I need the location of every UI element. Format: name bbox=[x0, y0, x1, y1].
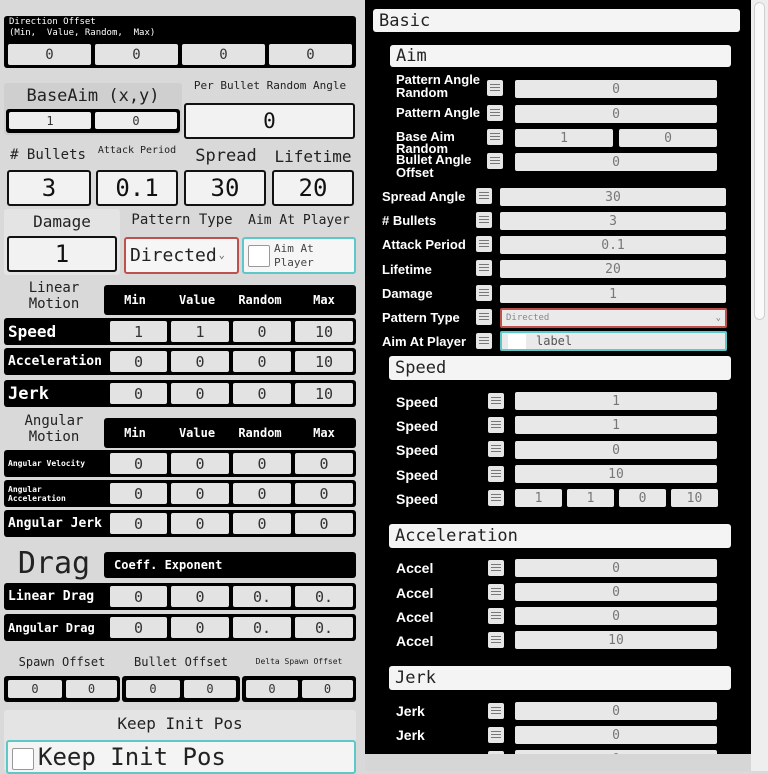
speed-combined-max[interactable]: 10 bbox=[671, 489, 718, 507]
linear-header-min: Min bbox=[124, 293, 146, 307]
list-icon[interactable] bbox=[487, 80, 503, 96]
aim-at-player-label: Aim At Player bbox=[248, 212, 350, 228]
list-icon[interactable] bbox=[488, 703, 504, 719]
direction-offset-subtitle: (Min, Value, Random, Max) bbox=[9, 28, 156, 38]
list-icon[interactable] bbox=[476, 333, 492, 349]
bullet-offset-x[interactable]: 0 bbox=[126, 680, 180, 698]
angular-header-max: Max bbox=[313, 426, 335, 440]
angular-velocity-label: Angular Velocity bbox=[8, 459, 86, 468]
damage-label: Damage bbox=[33, 211, 91, 231]
pattern-type-value-r: Directed bbox=[506, 313, 550, 323]
speed-label-4: Speed bbox=[396, 467, 439, 483]
bullet-angle-offset-label: Bullet Angle Offset bbox=[396, 152, 472, 180]
linear-drag-coeff-2[interactable]: 0 bbox=[171, 586, 229, 607]
angular-velocity-value[interactable]: 0 bbox=[171, 453, 229, 474]
accel-input-4[interactable]: 10 bbox=[515, 631, 717, 649]
speed-label-3: Speed bbox=[396, 442, 439, 458]
linear-header-random: Random bbox=[238, 293, 282, 307]
base-aim-y[interactable]: 0 bbox=[95, 112, 177, 129]
chevron-down-icon: ⌄ bbox=[715, 313, 721, 323]
linear-drag-label: Linear Drag bbox=[8, 589, 95, 604]
acceleration-row-label: Acceleration bbox=[8, 354, 102, 369]
list-icon[interactable] bbox=[488, 417, 504, 433]
speed-combined-random[interactable]: 0 bbox=[619, 489, 666, 507]
pattern-type-value: Directed bbox=[130, 245, 217, 266]
right-panel bbox=[365, 0, 751, 754]
bullet-angle-offset-input[interactable]: 0 bbox=[515, 153, 717, 171]
aim-at-player-toggle-r[interactable] bbox=[500, 331, 727, 351]
speed-input-1[interactable]: 1 bbox=[515, 392, 717, 410]
delta-spawn-offset-x[interactable]: 0 bbox=[246, 680, 298, 698]
aim-at-player-checkbox[interactable] bbox=[248, 245, 270, 267]
basic-section-header[interactable]: Basic bbox=[373, 9, 740, 32]
bullets-label: # Bullets bbox=[10, 147, 86, 163]
speed-label-2: Speed bbox=[396, 418, 439, 434]
angular-velocity-max[interactable]: 0 bbox=[295, 453, 353, 474]
jerk-label-2: Jerk bbox=[396, 727, 425, 743]
jerk-min[interactable]: 0 bbox=[110, 383, 167, 404]
direction-offset-value[interactable]: 0 bbox=[95, 44, 178, 65]
lifetime-label: Lifetime bbox=[274, 146, 352, 166]
attack-period-label-r: Attack Period bbox=[382, 237, 466, 252]
damage-label-r: Damage bbox=[382, 286, 433, 301]
drag-header-label: Coeff. Exponent bbox=[114, 558, 223, 572]
keep-init-pos-toggle[interactable] bbox=[6, 740, 356, 774]
speed-input-4[interactable]: 10 bbox=[515, 465, 717, 483]
linear-header-max: Max bbox=[313, 293, 335, 307]
list-icon[interactable] bbox=[488, 466, 504, 482]
angular-drag-coeff-1[interactable]: 0 bbox=[110, 617, 167, 638]
spawn-offset-label: Spawn Offset bbox=[18, 655, 106, 669]
delta-spawn-offset-y[interactable]: 0 bbox=[302, 680, 353, 698]
speed-row-label: Speed bbox=[8, 322, 57, 341]
base-aim-label: BaseAim (x,y) bbox=[26, 86, 160, 106]
per-bullet-random-angle-label: Per Bullet Random Angle bbox=[193, 78, 347, 92]
jerk-input-1[interactable]: 0 bbox=[515, 702, 717, 720]
attack-period-input[interactable]: 0.1 bbox=[96, 170, 178, 206]
angular-acceleration-label: Angular Acceleration bbox=[8, 484, 66, 503]
keep-init-pos-checkbox-label: Keep Init Pos bbox=[38, 743, 226, 771]
attack-period-input-r[interactable]: 0.1 bbox=[500, 236, 726, 254]
jerk-max[interactable]: 10 bbox=[295, 383, 353, 404]
jerk-label-1: Jerk bbox=[396, 703, 425, 719]
spread-input[interactable]: 30 bbox=[184, 170, 266, 206]
acceleration-random[interactable]: 0 bbox=[233, 351, 291, 372]
accel-label-4: Accel bbox=[396, 633, 434, 649]
list-icon[interactable] bbox=[476, 260, 492, 276]
attack-period-label: Attack Period bbox=[97, 144, 177, 156]
spread-angle-input[interactable]: 30 bbox=[500, 188, 726, 206]
speed-label-1: Speed bbox=[396, 394, 439, 410]
direction-offset-random[interactable]: 0 bbox=[182, 44, 265, 65]
angular-motion-title: Angular Motion bbox=[24, 413, 84, 445]
angular-header-value: Value bbox=[178, 426, 216, 440]
list-icon[interactable] bbox=[476, 188, 492, 204]
angular-header-random: Random bbox=[238, 426, 282, 440]
acceleration-min[interactable]: 0 bbox=[110, 351, 167, 372]
jerk-row-label: Jerk bbox=[8, 383, 49, 404]
angular-acceleration-min[interactable]: 0 bbox=[110, 483, 167, 504]
angular-jerk-value[interactable]: 0 bbox=[171, 513, 229, 534]
acceleration-value[interactable]: 0 bbox=[171, 351, 229, 372]
acceleration-section-header[interactable]: Acceleration bbox=[389, 524, 731, 548]
keep-init-pos-checkbox[interactable] bbox=[12, 748, 34, 770]
linear-drag-exp-2[interactable]: 0. bbox=[295, 586, 353, 607]
list-icon[interactable] bbox=[488, 584, 504, 600]
jerk-value[interactable]: 0 bbox=[171, 383, 229, 404]
accel-label-2: Accel bbox=[396, 585, 434, 601]
list-icon[interactable] bbox=[488, 727, 504, 743]
linear-motion-title: Linear Motion bbox=[28, 280, 80, 312]
direction-offset-min[interactable]: 0 bbox=[8, 44, 91, 65]
angular-acceleration-max[interactable]: 0 bbox=[295, 483, 353, 504]
linear-header-value: Value bbox=[178, 293, 216, 307]
angular-velocity-min[interactable]: 0 bbox=[110, 453, 167, 474]
list-icon[interactable] bbox=[476, 285, 492, 301]
angular-drag-label: Angular Drag bbox=[8, 620, 95, 635]
speed-input-3[interactable]: 0 bbox=[515, 441, 717, 459]
angular-jerk-min[interactable]: 0 bbox=[110, 513, 167, 534]
lifetime-input-r[interactable]: 20 bbox=[500, 260, 726, 278]
angular-drag-exp-2[interactable]: 0. bbox=[295, 617, 353, 638]
pattern-type-select[interactable] bbox=[124, 237, 239, 274]
base-aim-random-label: Base Aim Random bbox=[396, 129, 455, 156]
angular-drag-coeff-2[interactable]: 0 bbox=[171, 617, 229, 638]
jerk-random[interactable]: 0 bbox=[233, 383, 291, 404]
bullet-offset-label: Bullet Offset bbox=[134, 655, 228, 669]
list-icon[interactable] bbox=[487, 153, 503, 169]
accel-label-3: Accel bbox=[396, 609, 434, 625]
damage-input[interactable]: 1 bbox=[7, 236, 117, 272]
speed-combined-value[interactable]: 1 bbox=[567, 489, 614, 507]
speed-input-2[interactable]: 1 bbox=[515, 416, 717, 434]
list-icon[interactable] bbox=[488, 632, 504, 648]
jerk-input-2[interactable]: 0 bbox=[515, 726, 717, 744]
aim-at-player-checkbox-label: Aim At Player bbox=[274, 242, 314, 269]
list-icon[interactable] bbox=[488, 560, 504, 576]
jerk-section-header[interactable]: Jerk bbox=[389, 666, 731, 690]
list-icon[interactable] bbox=[488, 441, 504, 457]
speed-value[interactable]: 1 bbox=[171, 321, 229, 342]
pattern-type-select-r[interactable] bbox=[500, 308, 727, 328]
angular-drag-exp-1[interactable]: 0. bbox=[233, 617, 291, 638]
list-icon[interactable] bbox=[476, 309, 492, 325]
base-aim-x[interactable]: 1 bbox=[9, 112, 91, 129]
direction-offset-max[interactable]: 0 bbox=[269, 44, 352, 65]
bullet-offset-y[interactable]: 0 bbox=[184, 680, 236, 698]
speed-label-5: Speed bbox=[396, 491, 439, 507]
angular-acceleration-value[interactable]: 0 bbox=[171, 483, 229, 504]
scrollbar-thumb[interactable] bbox=[754, 2, 765, 320]
aim-at-player-toggle[interactable] bbox=[242, 237, 356, 274]
pattern-angle-random-input[interactable]: 0 bbox=[515, 80, 717, 98]
angular-jerk-max[interactable]: 0 bbox=[295, 513, 353, 534]
spawn-offset-y[interactable]: 0 bbox=[66, 680, 117, 698]
pattern-type-label-r: Pattern Type bbox=[382, 310, 460, 325]
spread-angle-label: Spread Angle bbox=[382, 189, 466, 204]
list-icon[interactable] bbox=[487, 129, 503, 145]
per-bullet-random-angle-input[interactable]: 0 bbox=[184, 103, 355, 139]
aim-at-player-label-r: Aim At Player bbox=[382, 334, 467, 349]
angular-velocity-random[interactable]: 0 bbox=[233, 453, 291, 474]
lifetime-label-r: Lifetime bbox=[382, 262, 432, 277]
aim-section-header[interactable]: Aim bbox=[390, 45, 731, 67]
pattern-angle-label: Pattern Angle bbox=[396, 105, 481, 120]
bullets-count-input[interactable]: 3 bbox=[500, 212, 726, 230]
linear-drag-coeff-1[interactable]: 0 bbox=[110, 586, 167, 607]
base-aim-random-x[interactable]: 1 bbox=[515, 129, 613, 147]
bottom-strip bbox=[365, 754, 751, 771]
spawn-offset-x[interactable]: 0 bbox=[8, 680, 62, 698]
direction-offset-title: Direction Offset bbox=[9, 17, 96, 27]
pattern-angle-random-label: Pattern Angle Random bbox=[396, 72, 481, 100]
list-icon[interactable] bbox=[476, 236, 492, 252]
damage-input-r[interactable]: 1 bbox=[500, 285, 726, 303]
angular-jerk-random[interactable]: 0 bbox=[233, 513, 291, 534]
bullets-input[interactable]: 3 bbox=[7, 170, 91, 206]
chevron-down-icon: ⌄ bbox=[218, 250, 225, 261]
acceleration-max[interactable]: 10 bbox=[295, 351, 353, 372]
delta-spawn-offset-label: Delta Spawn Offset bbox=[255, 656, 343, 666]
speed-combined-min[interactable]: 1 bbox=[515, 489, 562, 507]
aim-at-player-checkbox-label-r: label bbox=[536, 334, 573, 348]
angular-header-min: Min bbox=[124, 426, 146, 440]
accel-input-2[interactable]: 0 bbox=[515, 583, 717, 601]
list-icon[interactable] bbox=[476, 212, 492, 228]
angular-acceleration-random[interactable]: 0 bbox=[233, 483, 291, 504]
pattern-type-label: Pattern Type bbox=[131, 212, 233, 228]
speed-max[interactable]: 10 bbox=[295, 321, 353, 342]
keep-init-pos-title: Keep Init Pos bbox=[117, 713, 243, 733]
angular-jerk-label: Angular Jerk bbox=[8, 516, 102, 531]
list-icon[interactable] bbox=[488, 490, 504, 506]
accel-label-1: Accel bbox=[396, 560, 434, 576]
list-icon[interactable] bbox=[487, 105, 503, 121]
list-icon[interactable] bbox=[488, 393, 504, 409]
speed-random[interactable]: 0 bbox=[233, 321, 291, 342]
aim-at-player-checkbox-r[interactable] bbox=[508, 334, 526, 349]
speed-section-header[interactable]: Speed bbox=[389, 356, 731, 380]
bullets-count-label: # Bullets bbox=[382, 213, 437, 228]
lifetime-input[interactable]: 20 bbox=[272, 170, 354, 206]
spread-label: Spread bbox=[195, 146, 257, 166]
base-aim-random-y[interactable]: 0 bbox=[619, 129, 717, 147]
accel-input-3[interactable]: 0 bbox=[515, 607, 717, 625]
pattern-angle-input[interactable]: 0 bbox=[515, 105, 717, 123]
list-icon[interactable] bbox=[488, 608, 504, 624]
drag-title: Drag bbox=[17, 545, 91, 581]
speed-min[interactable]: 1 bbox=[110, 321, 167, 342]
accel-input-1[interactable]: 0 bbox=[515, 559, 717, 577]
linear-drag-exp-1[interactable]: 0. bbox=[233, 586, 291, 607]
